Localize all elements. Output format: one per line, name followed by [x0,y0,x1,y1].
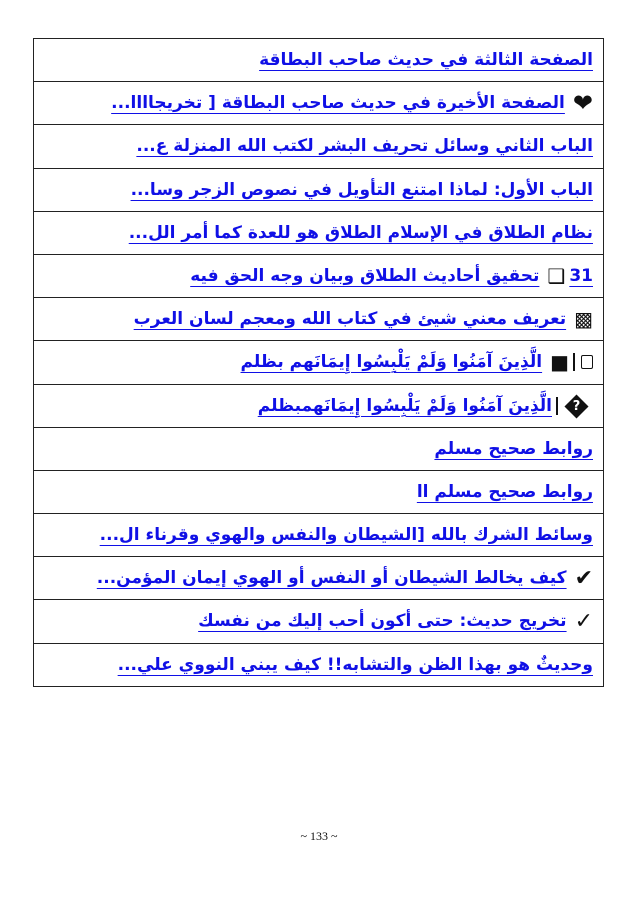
toc-link[interactable]: الباب الأول: لماذا امتنع التأويل في نصوص الزجر وسا... [130,179,593,200]
table-row [34,341,604,384]
table-row [34,427,604,470]
table-row [34,82,604,125]
table-row [34,470,604,513]
diamond-question-glyph: ? [572,398,581,414]
toc-link[interactable]: الباب الثاني وسائل تحريف البشر لكتب الله المنزلة ع... [136,136,593,157]
vertical-bar-icon [556,397,558,415]
toc-link[interactable]: وحديثٌ هو بهذا الظن والتشابه!! كيف يبني النووي علي... [117,654,593,675]
entry-number: 31 [569,266,593,287]
toc-cell [34,600,604,643]
small-box-icon [581,355,593,369]
toc-cell [34,211,604,254]
toc-cell [34,643,604,686]
heart-icon: ❤ [572,89,593,118]
toc-link[interactable]: وسائط الشرك بالله [الشيطان والنفس والهوي وقرناء ال... [99,525,593,546]
table-row [34,298,604,341]
check-icon: ✓ [574,609,593,635]
table-row [34,514,604,557]
toc-cell [34,514,604,557]
table-row [34,39,604,82]
diamond-question-icon [564,394,588,418]
toc-table [33,38,604,687]
page-number: ~ 133 ~ [300,829,338,843]
table-row [34,125,604,168]
toc-link[interactable]: تحقيق أحاديث الطلاق وبيان وجه الحق فيه [190,265,540,286]
toc-cell [34,39,604,82]
toc-cell [34,470,604,513]
toc-link[interactable]: كيف يخالط الشيطان أو النفس أو الهوي إيمان المؤمن... [96,567,567,588]
toc-cell [34,168,604,211]
table-row [34,254,604,297]
vertical-bar-icon [573,353,575,371]
toc-cell [34,254,604,297]
checkered-square-icon: ▩ [574,307,593,332]
toc-cell [34,82,604,125]
toc-cell [34,427,604,470]
toc-cell [34,341,604,384]
toc-cell [34,125,604,168]
toc-cell [34,557,604,600]
toc-link[interactable]: الَّذِينَ آمَنُوا وَلَمْ يَلْبِسُوا إِيمَانَهم بظلم [240,351,543,372]
toc-link[interactable]: تعريف معني شيئ في كتاب الله ومعجم لسان العرب [133,308,567,329]
table-row [34,168,604,211]
toc-cell [34,384,604,427]
toc-link[interactable]: روابط صحيح مسلم [434,438,593,459]
toc-link[interactable]: تخريج حديث: حتى أكون أحب إليك من نفسك [198,611,567,632]
table-row [34,557,604,600]
toc-link[interactable]: الصفحة الثالثة في حديث صاحب البطاقة [259,50,593,71]
table-row [34,643,604,686]
table-row [34,600,604,643]
filled-square-icon: ■ [550,350,569,375]
toc-link[interactable]: نظام الطلاق في الإسلام الطلاق هو للعدة كما أمر الل... [128,222,593,243]
shadowed-box-icon: ❑ [547,264,566,289]
heavy-check-icon: ✔ [574,565,593,591]
toc-link[interactable]: الَّذِينَ آمَنُوا وَلَمْ يَلْبِسُوا إِيمَانَهمبظلم [257,395,552,416]
toc-link[interactable]: الصفحة الأخيرة في حديث صاحب البطاقة [ تخريجاااا... [111,92,565,113]
toc-link[interactable]: روابط صحيح مسلم اا [416,481,593,502]
table-row [34,211,604,254]
toc-cell [34,298,604,341]
table-row [34,384,604,427]
